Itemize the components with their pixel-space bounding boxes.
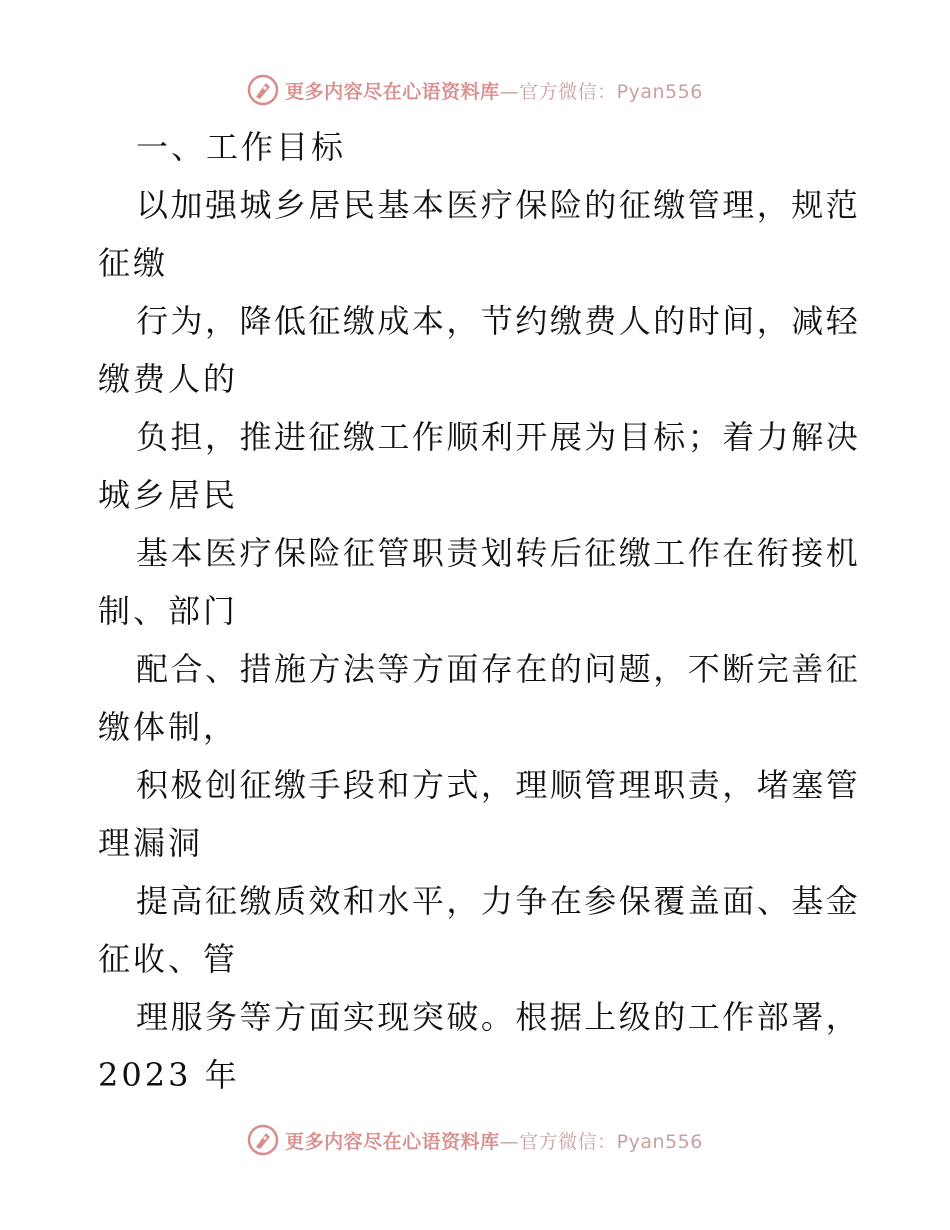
banner-text-main: 更多内容尽在心语资料库 xyxy=(285,1130,500,1153)
paragraph-line xyxy=(98,640,858,698)
text-glyph: 目 xyxy=(618,418,651,456)
text-glyph: 间 xyxy=(722,302,755,340)
text-glyph: 和 xyxy=(342,882,375,920)
text-glyph: 节 xyxy=(480,302,513,340)
text-glyph: 征 xyxy=(308,418,341,456)
text-glyph: ， xyxy=(756,302,789,340)
text-glyph: 问 xyxy=(584,650,617,688)
text-glyph: 加 xyxy=(170,186,203,224)
text-glyph: 标 xyxy=(653,418,686,456)
text-glyph: 医 xyxy=(204,534,237,572)
text-glyph: 缴 xyxy=(618,534,651,572)
text-glyph: 缴 xyxy=(342,302,375,340)
text-glyph: 医 xyxy=(446,186,479,224)
text-glyph: 基 xyxy=(377,186,410,224)
text-glyph: 为 xyxy=(584,418,617,456)
text-glyph: ， xyxy=(653,650,686,688)
text-glyph: 管 xyxy=(687,186,720,224)
text-glyph: 开 xyxy=(515,418,548,456)
text-glyph: 征 xyxy=(308,302,341,340)
text-glyph: 水 xyxy=(377,882,410,920)
text-glyph: 解 xyxy=(791,418,824,456)
text-glyph: 本 xyxy=(411,186,444,224)
text-glyph: 保 xyxy=(273,534,306,572)
text-glyph: 措 xyxy=(239,650,272,688)
text-glyph: 降 xyxy=(239,302,272,340)
text-glyph: ， xyxy=(825,998,858,1036)
text-glyph: 方 xyxy=(308,650,341,688)
pen-nib-icon xyxy=(247,74,279,106)
text-glyph: 破 xyxy=(446,998,479,1036)
text-glyph: 题 xyxy=(618,650,651,688)
text-glyph: 职 xyxy=(411,534,444,572)
text-glyph: 金 xyxy=(825,882,858,920)
text-glyph: 工 xyxy=(377,418,410,456)
paragraph-line: 理漏洞 xyxy=(98,824,204,862)
text-glyph: 缴 xyxy=(342,418,375,456)
paragraph-line: 制、部门 xyxy=(98,592,239,630)
text-glyph: 的 xyxy=(653,998,686,1036)
text-glyph: 保 xyxy=(515,186,548,224)
header-banner xyxy=(0,70,950,110)
text-glyph: 塞 xyxy=(791,766,824,804)
banner-content xyxy=(247,74,703,106)
text-glyph: 施 xyxy=(273,650,306,688)
text-glyph: 缴 xyxy=(273,766,306,804)
text-glyph: 根 xyxy=(515,998,548,1036)
text-glyph: 作 xyxy=(411,418,444,456)
text-glyph: 不 xyxy=(687,650,720,688)
text-glyph: 突 xyxy=(411,998,444,1036)
paragraph-line: 征收、管 xyxy=(98,940,239,978)
text-glyph: 参 xyxy=(584,882,617,920)
text-glyph: 方 xyxy=(411,650,444,688)
paragraph-line xyxy=(98,872,858,930)
paragraph-line: 2023 年 xyxy=(98,1056,240,1094)
text-glyph: 险 xyxy=(549,186,582,224)
text-glyph: 部 xyxy=(756,998,789,1036)
text-glyph: 理 xyxy=(722,186,755,224)
text-glyph: 责 xyxy=(687,766,720,804)
text-glyph: 人 xyxy=(618,302,651,340)
text-glyph: 疗 xyxy=(480,186,513,224)
text-glyph: 平 xyxy=(411,882,444,920)
text-glyph: 积 xyxy=(136,766,169,804)
text-glyph: 作 xyxy=(722,998,755,1036)
text-glyph: 为 xyxy=(170,302,203,340)
text-glyph: 时 xyxy=(687,302,720,340)
text-glyph: 覆 xyxy=(653,882,686,920)
text-glyph: 面 xyxy=(446,650,479,688)
text-glyph: 城 xyxy=(239,186,272,224)
text-glyph: 疗 xyxy=(239,534,272,572)
text-glyph: 管 xyxy=(377,534,410,572)
text-glyph: 征 xyxy=(239,766,272,804)
text-glyph: 利 xyxy=(480,418,513,456)
text-glyph: 保 xyxy=(618,882,651,920)
banner-text-contact: —官方微信：Pyan556 xyxy=(499,80,703,103)
text-glyph: 式 xyxy=(446,766,479,804)
text-glyph: 行 xyxy=(136,302,169,340)
text-glyph: ， xyxy=(446,882,479,920)
text-glyph: 效 xyxy=(308,882,341,920)
text-glyph: 低 xyxy=(273,302,306,340)
paragraph-line xyxy=(98,176,858,234)
text-glyph: 衔 xyxy=(756,534,789,572)
text-glyph: 征 xyxy=(204,882,237,920)
text-glyph: 在 xyxy=(515,650,548,688)
text-glyph: 和 xyxy=(377,766,410,804)
text-glyph: 机 xyxy=(825,534,858,572)
text-glyph: 民 xyxy=(342,186,375,224)
text-glyph: 顺 xyxy=(549,766,582,804)
text-glyph: 在 xyxy=(722,534,755,572)
paragraph-line: 缴体制， xyxy=(98,708,239,746)
text-glyph: ， xyxy=(446,302,479,340)
text-glyph: 级 xyxy=(618,998,651,1036)
text-glyph: 的 xyxy=(584,186,617,224)
text-glyph: 规 xyxy=(791,186,824,224)
text-glyph: 险 xyxy=(308,534,341,572)
text-glyph: ， xyxy=(722,766,755,804)
text-glyph: 。 xyxy=(480,998,513,1036)
text-glyph: 争 xyxy=(515,882,548,920)
text-glyph: ， xyxy=(756,186,789,224)
text-glyph: 面 xyxy=(722,882,755,920)
text-glyph: 工 xyxy=(653,534,686,572)
text-glyph: 缴 xyxy=(653,186,686,224)
text-glyph: 管 xyxy=(825,766,858,804)
text-glyph: 职 xyxy=(653,766,686,804)
text-glyph: 理 xyxy=(515,766,548,804)
text-glyph: 缴 xyxy=(239,882,272,920)
text-glyph: 进 xyxy=(273,418,306,456)
text-glyph: 上 xyxy=(584,998,617,1036)
text-glyph: 负 xyxy=(136,418,169,456)
text-glyph: 征 xyxy=(618,186,651,224)
text-glyph: 顺 xyxy=(446,418,479,456)
paragraph-line: 征缴 xyxy=(98,244,169,282)
text-glyph: 等 xyxy=(377,650,410,688)
text-glyph: 缴 xyxy=(549,302,582,340)
footer-banner xyxy=(0,1120,950,1160)
section-heading: 一、工作目标 xyxy=(136,128,347,166)
text-glyph: 等 xyxy=(239,998,272,1036)
text-glyph: 展 xyxy=(549,418,582,456)
text-glyph: 以 xyxy=(136,186,169,224)
text-glyph: 费 xyxy=(584,302,617,340)
pen-nib-icon xyxy=(247,1124,279,1156)
text-glyph: 断 xyxy=(722,650,755,688)
banner-content xyxy=(247,1124,703,1156)
text-glyph: 质 xyxy=(273,882,306,920)
paragraph-line xyxy=(98,524,858,582)
text-glyph: 服 xyxy=(170,998,203,1036)
text-glyph: ； xyxy=(687,418,720,456)
text-glyph: 划 xyxy=(480,534,513,572)
banner-text-main: 更多内容尽在心语资料库 xyxy=(285,80,500,103)
text-glyph: 担 xyxy=(170,418,203,456)
text-glyph: 高 xyxy=(170,882,203,920)
text-glyph: 务 xyxy=(204,998,237,1036)
text-glyph: 基 xyxy=(136,534,169,572)
text-glyph: 极 xyxy=(170,766,203,804)
text-glyph: 的 xyxy=(653,302,686,340)
paragraph-line xyxy=(98,756,858,814)
banner-text xyxy=(285,77,703,104)
paragraph-line: 缴费人的 xyxy=(98,360,239,398)
text-glyph: 轻 xyxy=(825,302,858,340)
text-glyph: 本 xyxy=(170,534,203,572)
text-glyph: 段 xyxy=(342,766,375,804)
text-glyph: 征 xyxy=(342,534,375,572)
text-glyph: 合 xyxy=(170,650,203,688)
text-glyph: ， xyxy=(204,418,237,456)
text-glyph: 现 xyxy=(377,998,410,1036)
text-glyph: 决 xyxy=(825,418,858,456)
text-glyph: 着 xyxy=(722,418,755,456)
text-glyph: 堵 xyxy=(756,766,789,804)
text-glyph: 配 xyxy=(136,650,169,688)
text-glyph: 手 xyxy=(308,766,341,804)
text-glyph: 存 xyxy=(480,650,513,688)
text-glyph: 约 xyxy=(515,302,548,340)
text-glyph: 、 xyxy=(204,650,237,688)
text-glyph: 方 xyxy=(273,998,306,1036)
paragraph-line xyxy=(98,292,858,350)
text-glyph: 力 xyxy=(756,418,789,456)
banner-text-contact: —官方微信：Pyan556 xyxy=(499,1130,703,1153)
text-glyph: 理 xyxy=(136,998,169,1036)
text-glyph: ， xyxy=(204,302,237,340)
text-glyph: 法 xyxy=(342,650,375,688)
text-glyph: 理 xyxy=(618,766,651,804)
text-glyph: 署 xyxy=(791,998,824,1036)
text-glyph: 力 xyxy=(480,882,513,920)
document-body xyxy=(98,118,858,1104)
text-glyph: ， xyxy=(480,766,513,804)
text-glyph: 管 xyxy=(584,766,617,804)
text-glyph: 创 xyxy=(204,766,237,804)
text-glyph: 提 xyxy=(136,882,169,920)
text-glyph: 征 xyxy=(825,650,858,688)
text-glyph: 、 xyxy=(756,882,789,920)
text-glyph: 转 xyxy=(515,534,548,572)
text-glyph: 作 xyxy=(687,534,720,572)
text-glyph: 基 xyxy=(791,882,824,920)
text-glyph: 的 xyxy=(549,650,582,688)
text-glyph: 本 xyxy=(411,302,444,340)
text-glyph: 减 xyxy=(791,302,824,340)
text-glyph: 成 xyxy=(377,302,410,340)
text-glyph: 居 xyxy=(308,186,341,224)
paragraph-line xyxy=(98,408,858,466)
text-glyph: 推 xyxy=(239,418,272,456)
text-glyph: 据 xyxy=(549,998,582,1036)
text-glyph: 接 xyxy=(791,534,824,572)
text-glyph: 后 xyxy=(549,534,582,572)
text-glyph: 强 xyxy=(204,186,237,224)
text-glyph: 实 xyxy=(342,998,375,1036)
text-glyph: 善 xyxy=(791,650,824,688)
text-glyph: 在 xyxy=(549,882,582,920)
text-glyph: 乡 xyxy=(273,186,306,224)
paragraph-line xyxy=(98,988,858,1046)
text-glyph: 责 xyxy=(446,534,479,572)
text-glyph: 方 xyxy=(411,766,444,804)
text-glyph: 盖 xyxy=(687,882,720,920)
paragraph-line: 城乡居民 xyxy=(98,476,239,514)
text-glyph: 完 xyxy=(756,650,789,688)
text-glyph: 工 xyxy=(687,998,720,1036)
text-glyph: 征 xyxy=(584,534,617,572)
banner-text xyxy=(285,1127,703,1154)
text-glyph: 范 xyxy=(825,186,858,224)
text-glyph: 面 xyxy=(308,998,341,1036)
